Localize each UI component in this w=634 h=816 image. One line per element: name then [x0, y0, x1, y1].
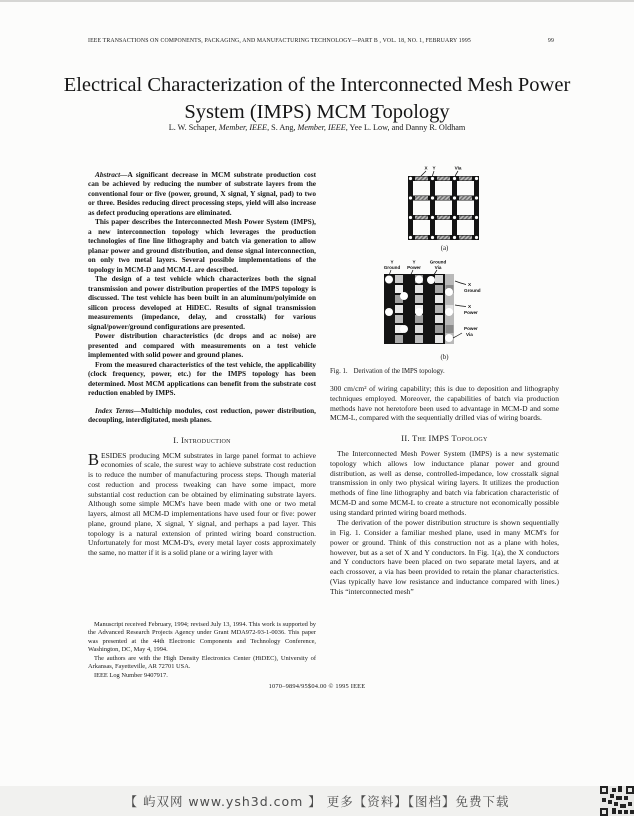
issn-copyright-line: 1070–9894/95$04.00 © 1995 IEEE	[268, 683, 366, 690]
fig1a-vias	[408, 177, 477, 239]
index-terms: Index Terms—Multichip modules, cost reduction, power distribution, decoupling, interdigitated, mesh planes.	[88, 405, 316, 425]
fig1b-label-power-via: Power	[463, 326, 478, 331]
first-page-footnote	[88, 621, 316, 680]
footnote-line: Manuscript received February, 1994; revised July 13, 1994. This work is supported by the Advanced Research Projects Agency under Grant MDA972-93-1-0036. This paper was presented at the 44th Electronic Components and Technology Conference, Washington, DC, May 4, 1994.	[88, 621, 316, 654]
abstract-paragraph: The design of a test vehicle which characterizes both the signal transmission and power distribution properties of the IMPS topology is discussed. The test vehicle has been built in an aluminum/polyimide on silicon process developed at HiDEC. Results of signal transmission measurements (impedance, delay, and crosstalk) for various signal/power/ground configurations are presented.	[88, 274, 316, 331]
author-name: , Yee L. Low, and Danny R. Oldham	[345, 123, 466, 132]
svg-text:Via: Via	[434, 265, 441, 270]
paper-title: Electrical Characterization of the Interconnected Mesh Power System (IMPS) MCM Topology	[63, 73, 571, 123]
figure-1b-imps-diagram	[364, 259, 526, 353]
imps-paragraph: The Interconnected Mesh Power System (IMPS) is a new systematic topology which allows low inductance planar power and ground distribution, as well as dense, controlled-impedance, low crosstalk signal transmission in only two physical wiring layers. It utilizes the production methods of fine line lithography and batch via fabrication characteristic of MCM-D and some MCM-L to create a structure not economically possible using standard printed wiring board methods.	[330, 449, 559, 517]
author-name: L. W. Schaper,	[168, 123, 219, 132]
page-number: 99	[547, 38, 554, 44]
svg-text:Power: Power	[463, 310, 478, 315]
figure-1a-mesh-diagram	[389, 164, 501, 244]
fig1a-sublabel: (a)	[440, 245, 449, 252]
fig1b-pointer-x-ground	[455, 281, 466, 285]
drop-cap: B	[88, 449, 100, 469]
svg-text:Power: Power	[406, 265, 421, 270]
imps-paragraph: The derivation of the power distribution structure is shown sequentially in Fig. 1. Consider a familiar meshed plane, used in many MCM's for power or ground. Think of this construction not as a plane with holes, however, but as a set of X and Y conductors. In Fig. 1(a), the X conductors and Y conductors have been placed on two separate metal layers, and at each crossover, a via has been provided to retain the planar characteristics. (Vias typically have low resistance and inductance compared with lines.) This “interconnected mesh”	[330, 518, 559, 596]
section-heading-introduction: I. Introduction	[173, 435, 231, 445]
section-heading-imps-topology: II. The IMPS Topology	[401, 434, 488, 443]
fig1a-label-via: Via	[454, 165, 461, 171]
figure-1-caption: Fig. 1. Derivation of the IMPS topology.	[330, 368, 445, 375]
right-column-text	[330, 384, 559, 423]
author-name: , S. Ang,	[267, 123, 298, 132]
page-top-edge	[0, 0, 634, 2]
author-line	[0, 123, 634, 132]
fig1b-label-x-ground: X	[467, 282, 471, 287]
left-column	[88, 170, 316, 558]
footnote-line: IEEE Log Number 9407917.	[94, 671, 168, 679]
footnote-line: The authors are with the High Density Electronics Center (HiDEC), University of Arkansas, Fayetteville, AR 72701 USA.	[88, 654, 316, 671]
right-column	[330, 164, 559, 596]
introduction-text	[88, 451, 316, 558]
fig1b-label-x-power: X	[467, 304, 471, 309]
fig1b-label-ground-via: Ground	[429, 259, 446, 265]
fig1b-pointer-power-via	[453, 333, 462, 338]
svg-text:Ground: Ground	[463, 288, 481, 293]
abstract-paragraph: This paper describes the Interconnected Mesh Power System (IMPS), a new interconnection topology which leverages the production technologies of fine line lithography and batch via generation to allow planar power and ground distribution, and dense signal interconnection, on only two metal layers. Several possible implementations of the topology in MCM-D and MCM-L are described.	[88, 217, 316, 274]
watermark-text: 【 屿双网 www.ysh3d.com 】 更多【资料】【图档】免费下载	[124, 794, 510, 809]
figure-number: Fig. 1.	[330, 368, 348, 375]
fig1a-hatched-x-segments	[415, 177, 472, 240]
abstract-paragraph: Power distribution characteristics (dc drops and ac noise) are presented and compared with measurements on a test vehicle implemented with solid power and ground planes.	[88, 331, 316, 360]
watermark-bar	[0, 786, 634, 816]
fig1b-pointer-x-power	[455, 305, 466, 307]
abstract	[88, 170, 316, 425]
svg-text:Via: Via	[465, 332, 473, 337]
index-terms-lead: Index Terms—	[95, 405, 142, 415]
imps-topology-text	[330, 449, 559, 596]
fig1b-label-y-ground: Y	[389, 259, 394, 265]
running-head	[88, 38, 554, 44]
fig1b-sublabel: (b)	[440, 354, 449, 361]
fig1a-label-y: Y	[431, 165, 436, 171]
abstract-lead: Abstract—	[95, 170, 128, 179]
journal-title: IEEE TRANSACTIONS ON COMPONENTS, PACKAGING, AND MANUFACTURING TECHNOLOGY—PART B , VOL. 18, NO. 1, FEBRUARY 1995	[88, 38, 471, 44]
qr-code	[600, 786, 634, 816]
fig1b-label-y-power: Y	[411, 259, 416, 265]
author-affil-ieee: Member, IEEE	[218, 123, 268, 132]
figure-1	[330, 164, 559, 375]
author-affil-ieee: Member, IEEE	[297, 123, 346, 132]
abstract-paragraph: From the measured characteristics of the test vehicle, the applicability (clock frequency, power, etc.) for the IMPS topology has been determined. Most MCM applications can benefit from the substrate cost reduction enabled by IMPS.	[88, 359, 316, 398]
intro-paragraph: BESIDES producing MCM substrates in large panel format to achieve economies of scale, the surest way to achieve substrate cost reduction is to reduce the number of manufacturing process steps. Though material cost reduction and process tweaking can have some impact, more substantial cost reduction can be obtained by eliminating substrate layers. Although some simple MCM's have been made with one or two metal layers, almost all MCM-D implementations have used four or five: power plane, ground plane, X signal, Y signal, and perhaps a pad layer. This topology is a natural extension of printed wiring board construction. Unfortunately for most MCM-D's, every metal layer costs approximately the same, no matter if it is a solid plane or a wiring layer with	[88, 449, 316, 558]
continuation-paragraph: 300 cm/cm² of wiring capability; this is due to deposition and lithography techniques employed. Moreover, the capabilities of batch via production methods have not heretofore been used to advantage in MCM-D and some MCM-L, compared with the sequentially drilled vias of wiring boards.	[330, 384, 559, 423]
abstract-paragraph: Abstract—A significant decrease in MCM substrate production cost can be achieved by reducing the number of substrate layers from the conventional four or five (power, ground, X signal, Y signal, pad) to two or three. Besides reducing direct processing steps, yield will also increase as defect producing operations are eliminated.	[88, 170, 316, 217]
fig1a-label-x: X	[423, 165, 428, 171]
svg-text:Ground: Ground	[383, 265, 400, 270]
